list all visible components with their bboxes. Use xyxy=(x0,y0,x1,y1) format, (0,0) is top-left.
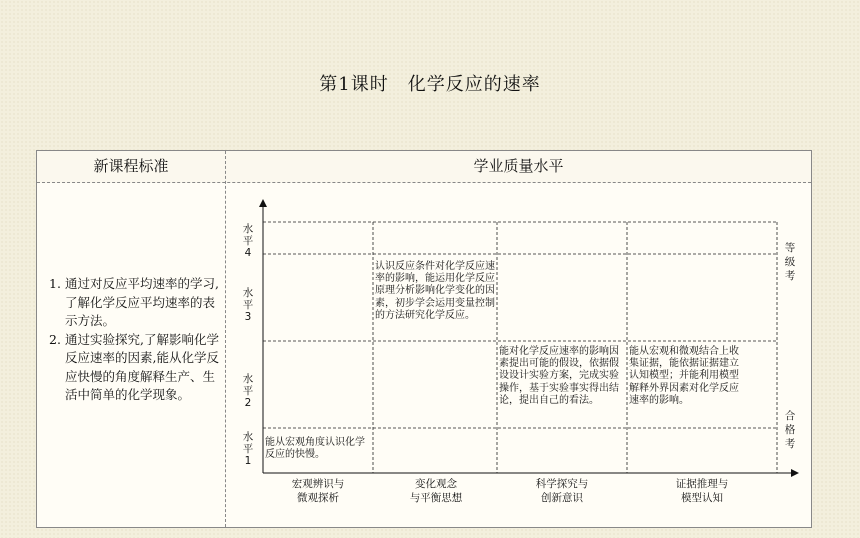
x-category-2: 变化观念 与平衡思想 xyxy=(409,478,463,504)
standard-text: 通过对反应平均速率的学习,了解化学反应平均速率的表示方法。 xyxy=(65,276,219,328)
cell-level3-change: 认识反应条件对化学反应速率的影响，能运用化学反应原理分析影响化学变化的因素，初步学会运用变量控制的方法研究化学反应。 xyxy=(375,261,495,321)
curriculum-table xyxy=(36,150,812,528)
cell-level2-inquiry: 能对化学反应速率的影响因素提出可能的假设，依据假设设计实验方案，完成实验操作，基于实验事实得出结论，提出自己的看法。 xyxy=(499,346,619,406)
standard-number: 1. xyxy=(49,276,61,291)
header-curriculum-standard: 新课程标准 xyxy=(93,157,169,175)
exam-label-upper: 等 级 考 xyxy=(784,242,796,282)
x-category-3: 科学探究与 创新意识 xyxy=(535,478,589,504)
standard-number: 2. xyxy=(49,331,61,347)
column-divider xyxy=(225,151,226,527)
quality-level-diagram xyxy=(227,183,811,527)
x-category-4: 证据推理与 模型认知 xyxy=(675,478,729,504)
level-4-label: 水 平 4 xyxy=(242,223,254,259)
table-header-row xyxy=(37,151,811,183)
standard-item xyxy=(49,275,221,331)
level-2-label: 水 平 2 xyxy=(242,373,254,409)
exam-label-lower: 合 格 考 xyxy=(784,410,796,450)
page-title: 第1课时 化学反应的速率 xyxy=(319,74,541,95)
level-3-label: 水 平 3 xyxy=(242,287,254,323)
x-category-1: 宏观辨识与 微观探析 xyxy=(291,478,345,504)
header-quality-level: 学业质量水平 xyxy=(473,157,564,175)
level-1-label: 水 平 1 xyxy=(242,431,254,467)
standard-text: 通过实验探究,了解影响化学反应速率的因素,能从化学反应快慢的角度解释生产、生活中简单的化学现象。 xyxy=(65,331,219,402)
standard-item xyxy=(49,331,221,405)
cell-level1-macro: 能从宏观角度认识化学反应的快慢。 xyxy=(265,437,365,461)
standards-list xyxy=(49,275,221,405)
cell-level2-model: 能从宏观和微观结合上收集证据，能依据证据建立认知模型；并能利用模型解释外界因素对化学反应速率的影响。 xyxy=(629,346,739,406)
